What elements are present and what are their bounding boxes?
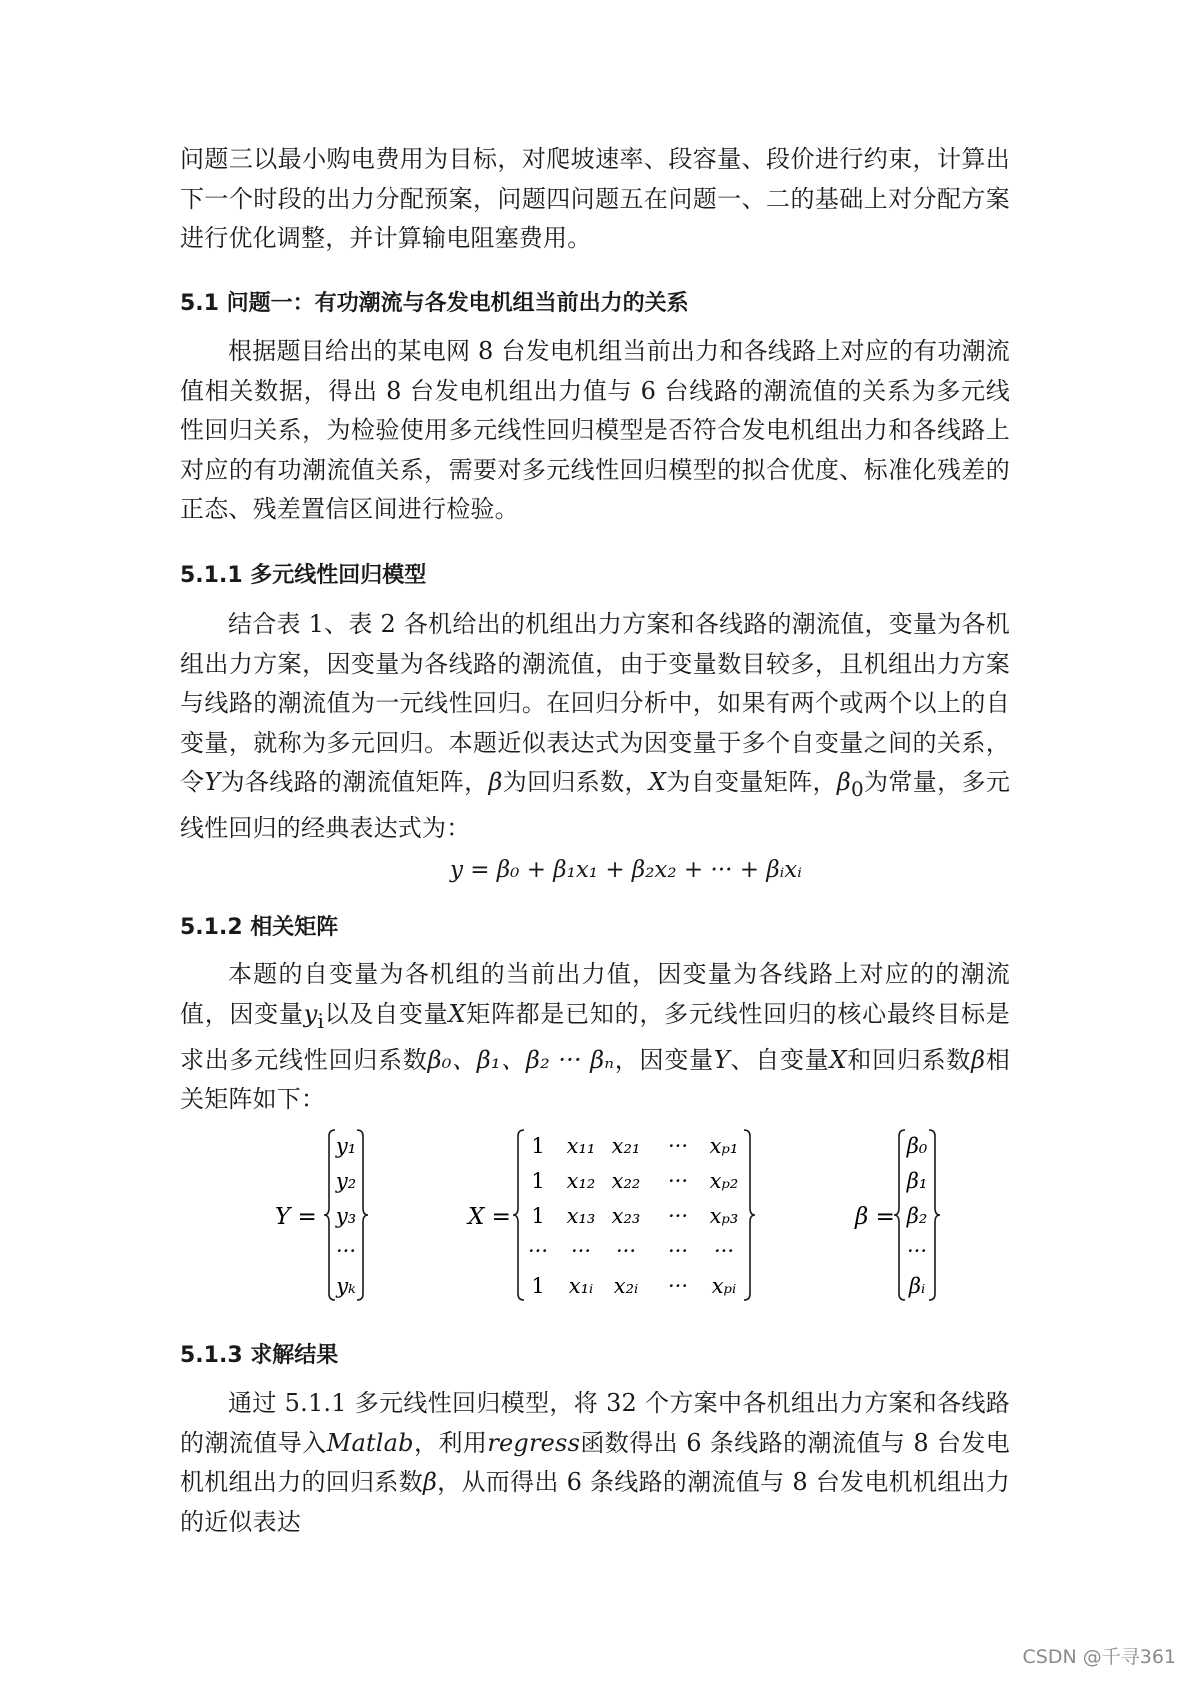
text-run: 为自变量矩阵， xyxy=(666,768,837,796)
matrix-cell: x₂₂ xyxy=(611,1169,641,1193)
math-symbol: regress xyxy=(487,1428,581,1457)
matrix-cell: y₃ xyxy=(335,1204,357,1228)
matrix-cell: x₁ᵢ xyxy=(568,1274,594,1298)
matrix-beta-svg xyxy=(855,1128,975,1303)
math-symbol: Y xyxy=(713,1045,730,1074)
matrix-cell: xₚᵢ xyxy=(711,1274,737,1298)
math-symbol: X xyxy=(829,1045,847,1074)
math-symbol: X xyxy=(648,768,667,796)
matrix-beta-label: β = xyxy=(855,1204,895,1230)
matrix-cell: ··· xyxy=(570,1239,592,1263)
matrix-cell: ··· xyxy=(713,1239,735,1263)
regression-equation: y = β₀ + β₁x₁ + β₂x₂ + ··· + βᵢxᵢ xyxy=(450,857,802,883)
matrix-cell: ··· xyxy=(667,1274,689,1298)
matrix-cell: x₁₁ xyxy=(566,1134,596,1158)
matrix-cell: 1 xyxy=(531,1134,545,1158)
matrix-cell: xₚ₂ xyxy=(709,1169,739,1193)
section-5-1-3-heading: 5.1.3 求解结果 xyxy=(180,1343,339,1368)
matrix-cell: x₂ᵢ xyxy=(613,1274,639,1298)
section-5-1-paragraph: 根据题目给出的某电网 8 台发电机组当前出力和各线路上对应的有功潮流值相关数据，得出 8 台发电机组出力值与 6 台线路的潮流值的关系为多元线性回归关系，为检验使用多元线性回归模型是否符合发电机组出力和各线路上对应的有功潮流值关系，需要对多元线性回归模型的拟合优度、标准化残差的正态、残差置信区间进行检验。 xyxy=(180,337,1010,523)
matrix-x-svg xyxy=(468,1128,758,1303)
math-symbol: β xyxy=(488,768,503,796)
matrix-cell: βᵢ xyxy=(908,1274,926,1298)
matrix-y-left-brace xyxy=(324,1130,335,1300)
matrix-y-label: Y = xyxy=(275,1204,317,1230)
intro-paragraph: 问题三以最小购电费用为目标，对爬坡速率、段容量、段价进行约束，计算出下一个时段的出力分配预案，问题四问题五在问题一、二的基础上对分配方案进行优化调整，并计算输电阻塞费用。 xyxy=(180,145,1010,252)
math-subscript: 0 xyxy=(850,776,864,801)
text-run: 相关矩阵如下： xyxy=(180,1045,1011,1114)
section-5-1-heading: 5.1 问题一：有功潮流与各发电机组当前出力的关系 xyxy=(180,291,689,316)
math-symbol: y xyxy=(303,999,318,1028)
text-run: ，从而得出 6 条线路的潮流值与 8 台发电机机组出力的近似表达 xyxy=(180,1468,1011,1536)
matrix-cell: ··· xyxy=(667,1204,689,1228)
math-symbol: β xyxy=(836,768,851,796)
matrix-x-label: X = xyxy=(468,1204,511,1230)
matrix-cell: x₂₁ xyxy=(611,1134,641,1158)
matrix-cell: yₖ xyxy=(336,1274,356,1298)
math-symbol: β₀、β₁、β₂ ··· βₙ xyxy=(427,1045,615,1074)
matrix-cell: ··· xyxy=(335,1239,357,1263)
text-run: 矩阵都是已知的，多元线性回归的核心最终目标是求出多元线性回归系数 xyxy=(180,999,1011,1074)
matrix-cell: ··· xyxy=(615,1239,637,1263)
math-symbol: X xyxy=(448,999,466,1028)
matrix-cell: β₀ xyxy=(906,1134,928,1158)
matrix-beta-right-brace xyxy=(929,1130,940,1300)
math-subscript: i xyxy=(317,1008,325,1033)
matrix-cell: 1 xyxy=(531,1274,545,1298)
matrix-cell: β₁ xyxy=(906,1169,928,1193)
section-5-1-3-paragraph xyxy=(180,1384,1010,1542)
section-5-1-2-heading: 5.1.2 相关矩阵 xyxy=(180,915,339,940)
text-run: 为常量，多元线性回归的经典表达式为： xyxy=(180,768,1011,843)
section-5-1-2-paragraph xyxy=(180,955,1010,1120)
text-run: 、自变量 xyxy=(729,1045,830,1074)
text-run: 通过 5.1.1 多元线性回归模型，将 32 个方案中各机组出力方案和各线路的潮流值导入 xyxy=(180,1389,1010,1457)
matrix-cell: 1 xyxy=(531,1169,545,1193)
matrix-cell: xₚ₁ xyxy=(709,1134,739,1158)
matrix-cell: xₚ₃ xyxy=(709,1204,739,1228)
matrix-cell: β₂ xyxy=(906,1204,928,1228)
matrix-cell: x₁₃ xyxy=(566,1204,596,1228)
matrix-beta xyxy=(855,1128,975,1307)
text-run: 为各线路的潮流值矩阵， xyxy=(220,768,489,796)
math-symbol: Y xyxy=(204,768,221,796)
text-run: 为回归系数， xyxy=(502,768,649,796)
matrix-cell: y₂ xyxy=(335,1169,357,1193)
matrix-cell: 1 xyxy=(531,1204,545,1228)
math-symbol: Matlab xyxy=(326,1428,414,1457)
matrix-cell: ··· xyxy=(906,1239,928,1263)
matrix-y-svg xyxy=(275,1128,395,1303)
text-run: 结合表 1、表 2 各机给出的机组出力方案和各线路的潮流值，变量为各机组出力方案，因变量为各线路的潮流值，由于变量数目较多，且机组出力方案与线路的潮流值为一元线性回归。在回归分析中，如果有两个或两个以上的自变量，就称为多元回归。本题近似表达式为因变量于多个自变量之间的关系，令 xyxy=(180,610,1010,796)
math-symbol: β xyxy=(971,1045,986,1074)
matrix-cell: ··· xyxy=(527,1239,549,1263)
text-run: ，利用 xyxy=(413,1428,488,1457)
text-run: 和回归系数 xyxy=(846,1045,972,1074)
math-symbol: β xyxy=(423,1468,438,1496)
matrix-cell: ··· xyxy=(667,1239,689,1263)
matrix-x xyxy=(468,1128,758,1307)
matrix-cell: ··· xyxy=(667,1134,689,1158)
text-run: ，因变量 xyxy=(614,1045,714,1074)
matrix-cell: x₁₂ xyxy=(566,1169,596,1193)
matrix-cell: y₁ xyxy=(335,1134,357,1158)
text-run: 函数得出 6 条线路的潮流值与 8 台发电机机组出力的回归系数 xyxy=(180,1428,1010,1496)
matrix-y xyxy=(275,1128,395,1307)
matrix-beta-left-brace xyxy=(894,1130,905,1300)
matrix-cell: x₂₃ xyxy=(611,1204,641,1228)
text-run: 以及自变量 xyxy=(324,999,449,1028)
matrix-y-right-brace xyxy=(357,1130,368,1300)
matrix-x-left-brace xyxy=(513,1130,524,1300)
csdn-watermark: CSDN @千寻361 xyxy=(1022,1646,1176,1668)
section-5-1-1-heading: 5.1.1 多元线性回归模型 xyxy=(180,563,427,588)
section-5-1-1-paragraph xyxy=(180,605,1010,849)
text-run: 本题的自变量为各机组的当前出力值，因变量为各线路上对应的的潮流值，因变量 xyxy=(180,960,1010,1028)
matrix-cell: ··· xyxy=(667,1169,689,1193)
matrix-x-right-brace xyxy=(744,1130,755,1300)
